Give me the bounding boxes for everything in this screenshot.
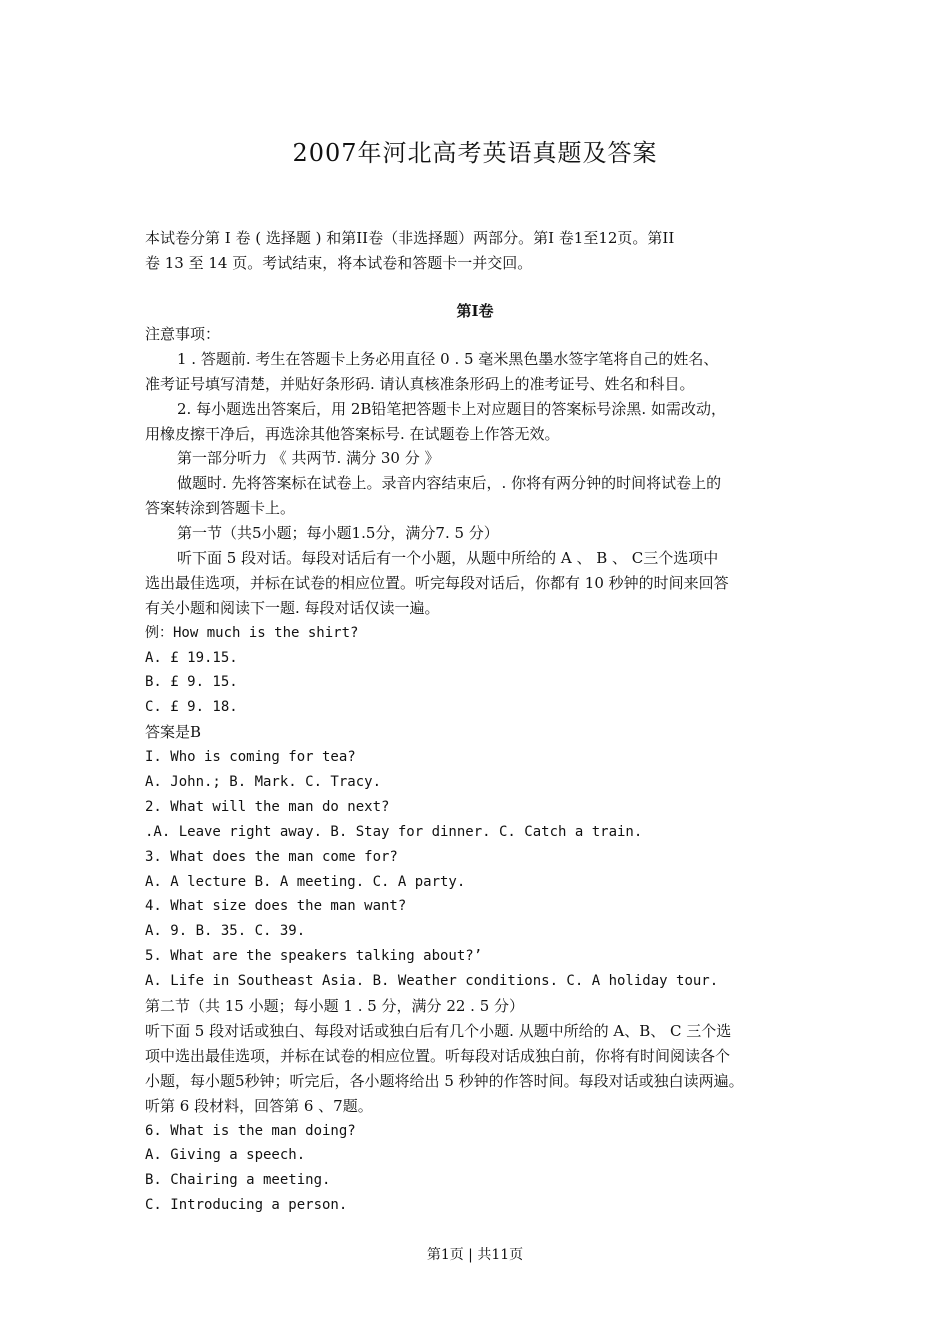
text-line: 注意事项： [145,325,221,343]
text-line: 答案转涂到答题卡上。 [145,499,296,518]
text-line: 听下面 5 段对话。每段对话后有一个小题，从题中所给的 A 、 B 、 C三个选项中 [177,549,719,568]
text-line: 4. What size does the man want? [145,898,407,915]
text-line: 选出最佳选项，并标在试卷的相应位置。听完每段对话后，你都有 10 秒钟的时间来回答 [145,573,729,592]
text-line: 第二节（共 15 小题；每小题 1 . 5 分，满分 22 . 5 分） [145,997,525,1016]
text-line: 听下面 5 段对话或独白、每段对话或独白后有几个小题. 从题中所给的 A、B、 C 三个选 [145,1021,732,1040]
text-line: 例：How much is the shirt? [145,624,359,641]
text-line: 听第 6 段材料，回答第 6 、7题。 [145,1096,373,1115]
text-line: 1 . 答题前. 考生在答题卡上务必用直径 0 . 5 毫米黑色墨水签字笔将自己的姓名、 [177,349,719,368]
document-body [145,322,815,1218]
text-line: 5. What are the speakers talking about?’ [145,948,483,965]
text-line: .A. Leave right away. B. Stay for dinner. C. Catch a train. [145,823,643,840]
text-line: 2. What will the man do next? [145,798,390,815]
text-line: C. Introducing a person. [145,1197,348,1214]
text-line: A. A lecture B. A meeting. C. A party. [145,873,466,890]
text-line: B. £ 9. 15. [145,674,238,691]
text-line: 6. What is the man doing? [145,1122,356,1139]
text-line: A. Life in Southeast Asia. B. Weather conditions. C. A holiday tour. [145,973,719,990]
intro-paragraph [145,226,810,276]
text-line: 准考证号填写清楚，并贴好条形码. 请认真核准条形码上的准考证号、姓名和科目。 [145,374,695,393]
text-line: I. Who is coming for tea? [145,749,356,766]
text-line: A. 9. B. 35. C. 39. [145,923,306,940]
text-line: A. £ 19.15. [145,649,238,666]
text-line: A. John.; B. Mark. C. Tracy. [145,774,382,791]
text-line: A. Giving a speech. [145,1147,306,1164]
text-line: 有关小题和阅读下一题. 每段对话仅读一遍。 [145,598,440,617]
text-line: 3. What does the man come for? [145,848,398,865]
text-line: 小题，每小题5秒钟；听完后，各小题将给出 5 秒钟的作答时间。每段对话或独白读两遍。 [145,1071,744,1090]
text-line: 2. 每小题选出答案后，用 2B铅笔把答题卡上对应题目的答案标号涂黑. 如需改动， [177,399,726,418]
text-line: 第一部分听力 《 共两节. 满分 30 分 》 [177,449,440,468]
text-line: 项中选出最佳选项，并标在试卷的相应位置。听每段对话成独白前，你将有时间阅读各个 [145,1046,731,1065]
text-line: 做题时. 先将答案标在试卷上。录音内容结束后，. 你将有两分钟的时间将试卷上的 [177,474,722,493]
text-line: 答案是B [145,723,202,742]
page-title: 2007年河北高考英语真题及答案 [292,139,658,167]
intro-line: 卷 13 至 14 页。考试结束，将本试卷和答题卡一并交回。 [145,254,533,272]
text-line: C. £ 9. 18. [145,699,238,716]
intro-line: 本试卷分第 I 卷 ( 选择题 ) 和第II卷（非选择题）两部分。第I 卷1至12页。第II [145,229,675,247]
text-line: 用橡皮擦干净后，再选涂其他答案标号. 在试题卷上作答无效。 [145,424,560,443]
page-footer: 第1页 | 共11页 [426,1247,524,1263]
text-line: B. Chairing a meeting. [145,1172,331,1189]
section-title: 第I卷 [456,302,494,320]
text-line: 第一节（共5小题；每小题1.5分，满分7. 5 分） [177,524,499,543]
